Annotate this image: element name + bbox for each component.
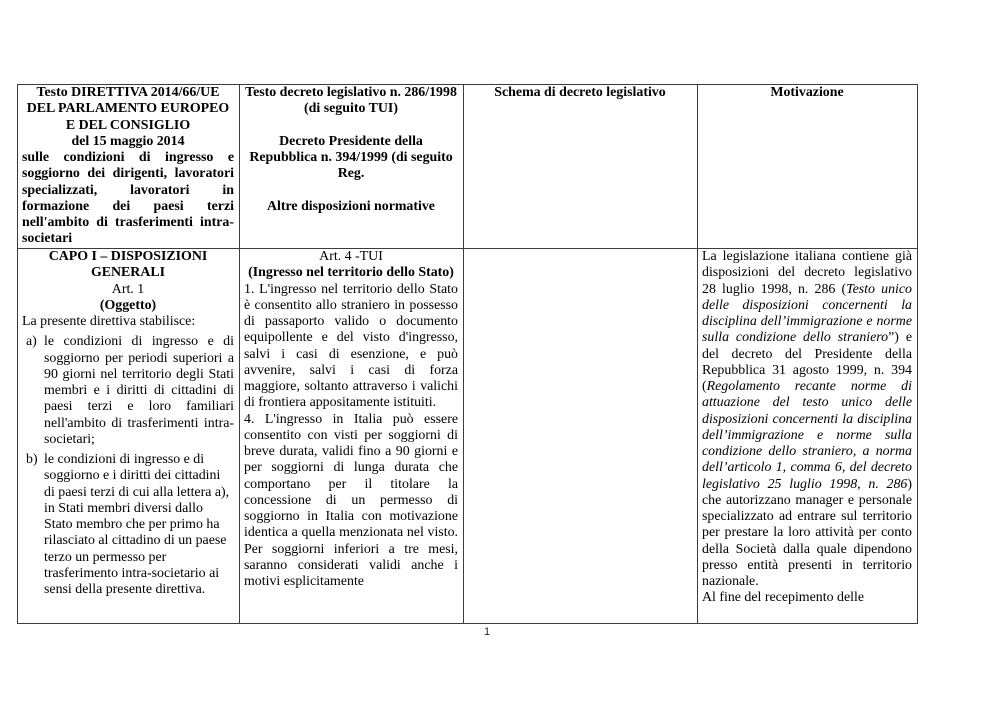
motivation-text: La legislazione italiana contiene già disposizioni del decreto legislativo 28 luglio 1998, n. 286 ( — [702, 249, 912, 297]
motivation-text-cell — [698, 249, 918, 624]
header-cell-directive — [18, 85, 240, 249]
directive-title-line: Testo DIRETTIVA 2014/66/UE — [36, 85, 220, 100]
directive-text-cell — [18, 249, 240, 624]
table-row — [18, 249, 918, 624]
list-item — [22, 452, 234, 598]
article-intro: La presente direttiva stabilisce: — [22, 314, 196, 329]
list-item-text: le condizioni di ingresso e di soggiorno per periodi superiori a 90 giorni nel territorio degli Stati membri e i diritti di cittadini di paesi terzi e loro familiari nell'ambito di trasferimenti intra-societari; — [44, 334, 234, 447]
directive-title-line: E DEL CONSIGLIO — [65, 117, 191, 133]
law-paragraph: 4. L'ingresso in Italia può essere consentito con visti per soggiorni di breve durata, validi fino a 90 giorni e per soggiorni di lunga durata che comportano per il titolare la concessione di un permesso di soggiorno in Italia con motivazione identica a quella menzionata nel visto. Per soggiorni inferiori a tre mesi, saranno considerati validi anche i motivi esplicitamente — [244, 411, 458, 589]
other-provisions-heading: Altre disposizioni normative — [267, 198, 435, 214]
motivation-citation-title: Regolamento recante norme di attuazione del testo unico delle disposizioni concernenti la disciplina dell’immigrazione e norme sulla condizione dello straniero, a norma dell’articolo 1, comma 6, del decreto legislativo 25 luglio 1998, n. 286 — [702, 379, 912, 492]
article-title: (Ingresso nel territorio dello Stato) — [248, 265, 454, 281]
table-header-row — [18, 85, 918, 249]
draft-heading: Schema di decreto legislativo — [494, 85, 666, 100]
directive-title-line: DEL PARLAMENTO EUROPEO — [26, 101, 230, 117]
motivation-paragraph — [702, 249, 912, 590]
tui-heading: Testo decreto legislativo n. 286/1998 (di seguito TUI) — [245, 85, 457, 117]
directive-subject: sulle condizioni di ingresso e soggiorno dei dirigenti, lavoratori specializzati, lavoratori in formazione dei paesi terzi nell'ambito di trasferimenti intra-societari — [22, 150, 234, 247]
motivation-citation-title: Testo unico delle disposizioni concernenti la disciplina dell’immigrazione e norme sulla condizione dello straniero — [702, 281, 912, 346]
comparison-table — [17, 84, 918, 624]
draft-text-cell — [464, 249, 698, 624]
list-item-text: le condizioni di ingresso e di soggiorno e i diritti dei cittadini di paesi terzi di cui alla lettera a), in Stati membri diversi dallo Stato membro che per primo ha rilasciato al cittadino di un paese terzo un permesso per trasferimento intra-societario ai sensi della presente direttiva. — [44, 452, 230, 597]
article-title: (Oggetto) — [99, 297, 157, 313]
header-cell-draft — [464, 85, 698, 249]
law-paragraph: 1. L'ingresso nel territorio dello Stato è consentito allo straniero in possesso di passaporto valido o documento equipollente e del visto d'ingresso, salvi i casi di esenzione, e può avvenire, salvi i casi di forza maggiore, soltanto attraverso i valichi di frontiera appositamente istituiti. — [244, 281, 458, 411]
list-item — [22, 334, 234, 448]
article-number: Art. 1 — [111, 281, 145, 297]
chapter-heading: CAPO I – DISPOSIZIONI GENERALI — [48, 249, 208, 281]
header-cell-national-law — [240, 85, 464, 249]
motivation-paragraph-continuation: Al fine del recepimento delle — [702, 590, 864, 606]
directive-date: del 15 maggio 2014 — [71, 133, 185, 149]
motivation-heading: Motivazione — [770, 85, 844, 100]
national-law-text-cell — [240, 249, 464, 624]
list-item-label: b) — [26, 452, 38, 467]
article-number: Art. 4 -TUI — [319, 249, 383, 264]
list-item-label: a) — [26, 334, 37, 350]
reg-heading: Decreto Presidente della Repubblica n. 394/1999 (di seguito Reg. — [249, 133, 453, 182]
page-number: 1 — [484, 626, 491, 638]
motivation-text: ) che autorizzano manager e personale specializzato ad entrare sul territorio per prestare la loro attività per conto della Società dalla quale dipendono presso entità presenti in territorio nazionale. — [702, 476, 912, 589]
header-cell-motivation — [698, 85, 918, 249]
motivation-text: ”) e del decreto del Presidente della Repubblica 31 agosto 1999, n. 394 ( — [702, 330, 912, 394]
